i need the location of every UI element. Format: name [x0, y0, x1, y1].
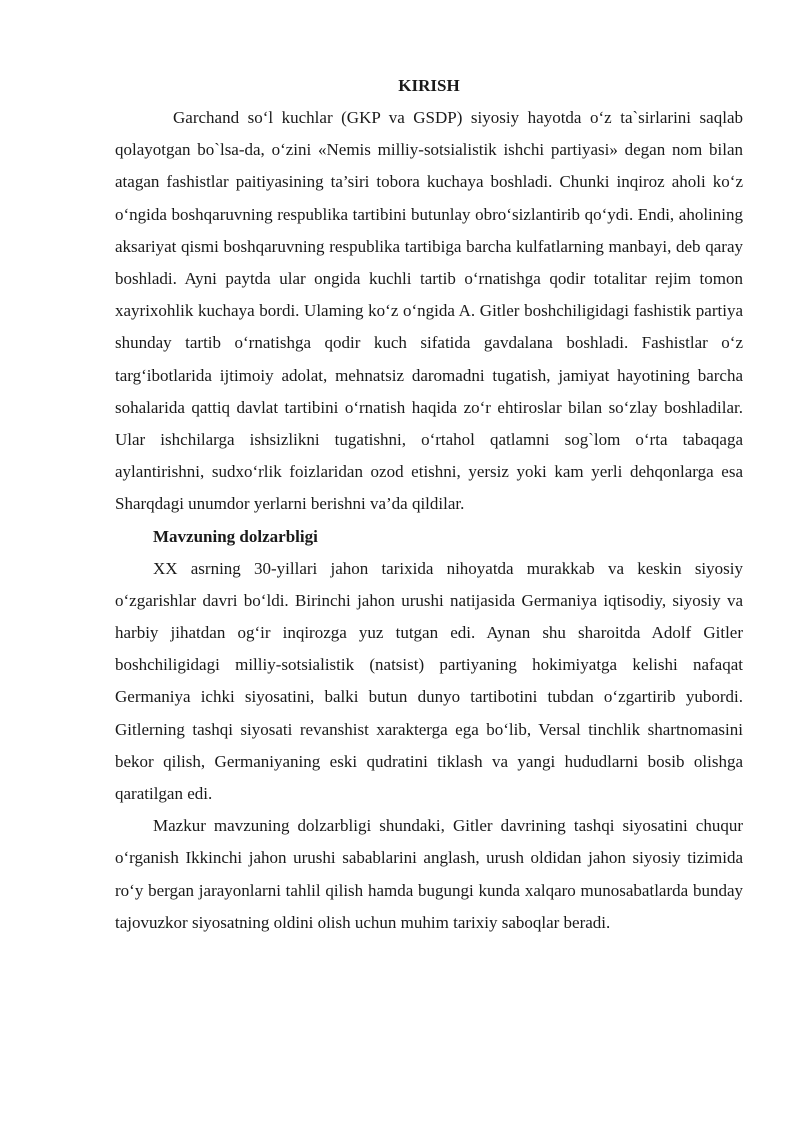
section-paragraph-1: XX asrning 30-yillari jahon tarixida nihoyatda murakkab va keskin siyosiy o‘zgarishlar davri bo‘ldi. Birinchi jahon urushi natijasida Germaniya iqtisodiy, siyosiy va harbiy jihatdan og‘ir inqirozga yuz tutgan edi. Aynan shu sharoitda Adolf Gitler boshchiligidagi milliy-sotsialistik (natsist) partiyaning hokimiyatga kelishi nafaqat Germaniya ichki siyosatini, balki butun dunyo tartibotini tubdan o‘zgartirib yubordi. Gitlerning tashqi siyosati revanshist xarakterga ega bo‘lib, Versal tinchlik shartnomasini bekor qilish, Germaniyaning eski qudratini tiklash va yangi hududlarni bosib olishga qaratilgan edi.	[115, 558, 743, 804]
section-paragraph-2: Mazkur mavzuning dolzarbligi shundaki, Gitler davrining tashqi siyosatini chuqur o‘rganish Ikkinchi jahon urushi sabablarini anglash, urush oldidan jahon siyosiy tizimida ro‘y bergan jarayonlarni tahlil qilish hamda bugungi kunda xalqaro munosabatlarda bunday tajovuzkor siyosatning oldini olish uchun muhim tarixiy saboqlar beradi.	[115, 816, 743, 932]
document-page	[115, 70, 743, 939]
section-heading: Mavzuning dolzarbligi	[153, 526, 318, 546]
intro-paragraph: Garchand so‘l kuchlar (GKP va GSDP) siyosiy hayotda o‘z ta`sirlarini saqlab qolayotgan bo`lsa-da, o‘zini «Nemis milliy-sotsialistik ishchi partiyasi» degan nom bilan atagan fashistlar paitiyasining ta’siri tobora kuchaya boshladi. Chunki inqiroz aholi ko‘z o‘ngida boshqaruvning respublika tartibini butunlay obro‘sizlantirib qo‘ydi. Endi, aholining aksariyat qismi boshqaruvning respublika tartibiga barcha kulfatlarning manbayi, deb qaray boshladi. Ayni paytda ular ongida kuchli tartib o‘rnatishga qodir totalitar rejim tomon xayrixohlik kuchaya bordi. Ulaming ko‘z o‘ngida A. Gitler boshchiligidagi fashistik partiya shunday tartib o‘rnatishga qodir kuch sifatida gavdalana boshladi. Fashistlar o‘z targ‘ibotlarida ijtimoiy adolat, mehnatsiz daromadni tugatish, jamiyat hayotining barcha sohalarida qattiq davlat tartibini o‘rnatish haqida zo‘r ehtiroslar bilan so‘zlay boshladilar. Ular ishchilarga ishsizlikni tugatishni, o‘rtahol qatlamni sog`lom o‘rta tabaqaga aylantirishni, sudxo‘rlik foizlaridan ozod etishni, yersiz yoki kam yerli dehqonlarga esa Sharqdagi unumdor yerlarni berishni va’da qildilar.	[115, 108, 743, 514]
page-title: KIRISH	[398, 76, 460, 95]
